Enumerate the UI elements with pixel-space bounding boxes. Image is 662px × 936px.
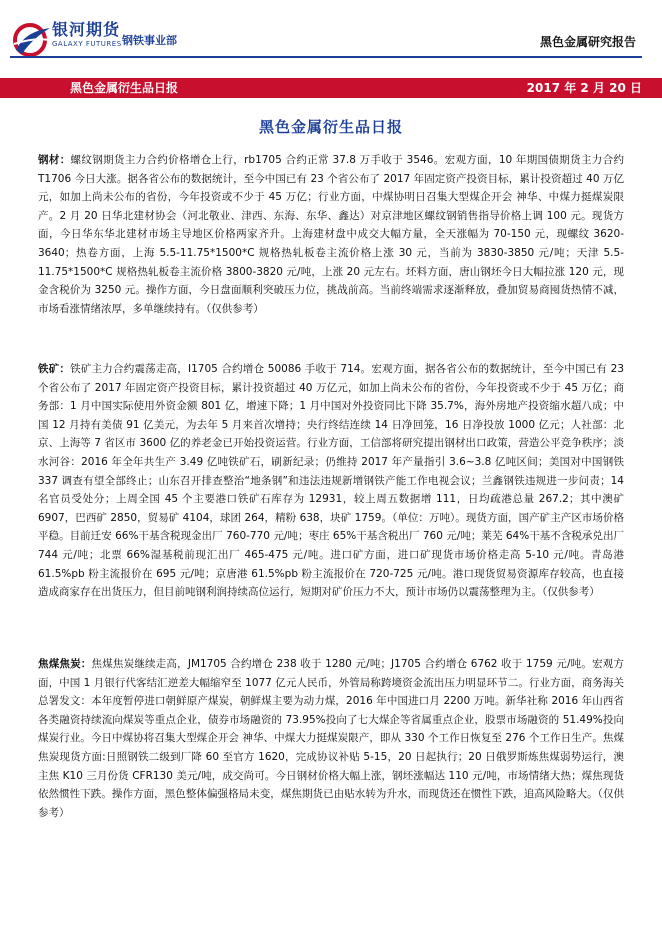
section-iron-ore xyxy=(38,360,624,602)
section-text: 螺纹钢期货主力合约价格增仓上行，rb1705 合约正常 37.8 万手收于 3546。宏观方面，10 年期国债期货主力合约 T1706 今日大涨。据各省公布的数据统计，至今中国已有 23 个省公布了 2017 年固定资产投资目标，累计投资超过 40 万亿元，如加上尚未公布的省份，今年投资或不少于 45 万亿；行业方面，中煤协明日召集大型煤企开会 神华、中煤力挺煤炭限产。2 月 20 日华北建材协会（河北敬业、津西、东海、东华、鑫达）对京津地区螺纹钢销售指导价格上调 100 元。现货方面，今日华东华北建材市场主导地区价格两家齐升。上海建材盘中成交大幅方量，全天涨幅为 70-150 元，现螺纹 3620-3640；热卷方面，上海 5.5-11.75*1500*C 规格热轧板卷主流价格上涨 30 元，当前为 3830-3850 元/吨；天津 5.5-11.75*1500*C 规格热轧板卷主流价格 3800-3820 元/吨，上涨 20 元左右。坯料方面，唐山钢坯今日大幅拉涨 120 元，现金含税价为 3250 元。操作方面，今日盘面顺利突破压力位，挑战前高。当前终端需求逐渐释放，叠加贸易商囤货热情不减，市场看涨情绪浓厚，多单继续持有。（仅供参考） xyxy=(38,154,624,315)
section-label: 铁矿： xyxy=(38,363,71,375)
report-date: 2017 年 2 月 20 日 xyxy=(526,81,642,95)
section-text: 铁矿主力合约震荡走高，I1705 合约增仓 50086 手收于 714。宏观方面，据各省公布的数据统计，至今中国已有 23 个省公布了 2017 年固定资产投资目标，累计投资超过 40 万亿元，如加上尚未公布的省份，今年投资或不少于 45 万亿；商务部：1 月中国实际使用外资金额 801 亿，增速下降；1 月中国对外投资同比下降 35.7%，海外房地产投资缩水超八成；中国 12 月持有美债 91 亿美元，为去年 5 月来首次增持；央行终结连续 14 日净回笼，16 日净投放 1000 亿元；人社部：北京、上海等 7 省区市 3600 亿的养老金已开始投资运营。行业方面，工信部将研究提出钢材出口政策，营造公平竞争秩序；淡水河谷：2016 年全年共生产 3.49 亿吨铁矿石，刷新纪录；仍维持 2017 年产量指引 3.6~3.8 亿吨区间；美国对中国钢铁 337 调查有望全部终止；山东召开排查整治“地条钢”和违法违规新增钢铁产能工作电视会议；兰鑫钢铁违规进一步问责；14 名官员受处分；上周全国 45 个主要港口铁矿石库存为 12931，较上周五数据增 111，日均疏港总量 267.2；其中澳矿 6907，巴西矿 2850，贸易矿 4104，球团 264，精粉 638，块矿 1759。（单位：万吨）。现货方面，国产矿主产区市场价格平稳。目前迁安 66%干基含税现金出厂 760-770 元/吨；枣庄 65%干基含税出厂 760 元/吨；莱芜 64%干基不含税承兑出厂 744 元/吨；北票 66%湿基税前现汇出厂 465-475 元/吨。进口矿方面，进口矿现货市场价格走高 5-10 元/吨。青岛港 61.5%pb 粉主流报价在 695 元/吨；京唐港 61.5%pb 粉主流报价在 720-725 元/吨。港口现货贸易资源库存较高，也直接造成商家存在出货压力，但目前吨钢利润持续高位运行，短期对矿价压力不大，预计市场仍以震荡整理为主。（仅供参考） xyxy=(38,363,625,599)
section-label: 钢材： xyxy=(38,154,71,166)
header-divider xyxy=(10,56,642,58)
report-header xyxy=(0,0,662,64)
department-label: 钢铁事业部 xyxy=(122,34,177,47)
company-name-en: GALAXY FUTURES xyxy=(52,40,122,48)
brand-block xyxy=(52,21,122,49)
document-title: 黑色金属衍生品日报 xyxy=(258,118,403,136)
section-label: 焦煤焦炭： xyxy=(38,658,92,670)
galaxy-futures-logo-icon xyxy=(10,20,54,60)
banner-title: 黑色金属衍生品日报 xyxy=(70,81,179,95)
section-text: 焦煤焦炭继续走高，JM1705 合约增仓 238 收于 1280 元/吨；J1705 合约增仓 6762 收于 1759 元/吨。宏观方面，中国 1 月银行代客结汇逆差大幅缩窄至 1077 亿元人民币，外管局称跨境资金流出压力明显环节二。行业方面，商务海关总署发文：本年度暂停进口朝鲜原产煤炭，朝鲜煤主要为动力煤，2016 年中国进口月 2200 万吨。新华社称 2016 年山西省各类融资持续流向煤炭等重点企业，债券市场融资的 73.95%投向了七大煤企等省属重点企业，股票市场融资的 51.49%投向煤炭行业。今日中煤协将召集大型煤企开会 神华、中煤大力挺煤炭限产，即从 330 个工作日恢复至 276 个工作日生产。焦煤焦炭现货方面:日照钢铁二级到厂降 60 至官方 1620，完成协议补贴 5-15，20 日起执行；20 日俄罗斯炼焦煤弱势运行，澳主焦 K10 三月份货 CFR130 美元/吨，成交尚可。今日钢材价格大幅上涨，钢坯涨幅达 110 元/吨，市场情绪大热；煤焦现货依然惯性下跌。操作方面，黑色整体偏强格局未变，煤焦期货已由贴水转为升水，而现货还在惯性下跌，追高风险略大。（仅供参考） xyxy=(38,658,624,819)
section-steel xyxy=(38,151,624,318)
section-coking-coal xyxy=(38,655,624,822)
company-name-cn: 银河期货 xyxy=(52,20,121,39)
report-type-label: 黑色金属研究报告 xyxy=(539,35,636,49)
title-banner xyxy=(0,78,662,98)
